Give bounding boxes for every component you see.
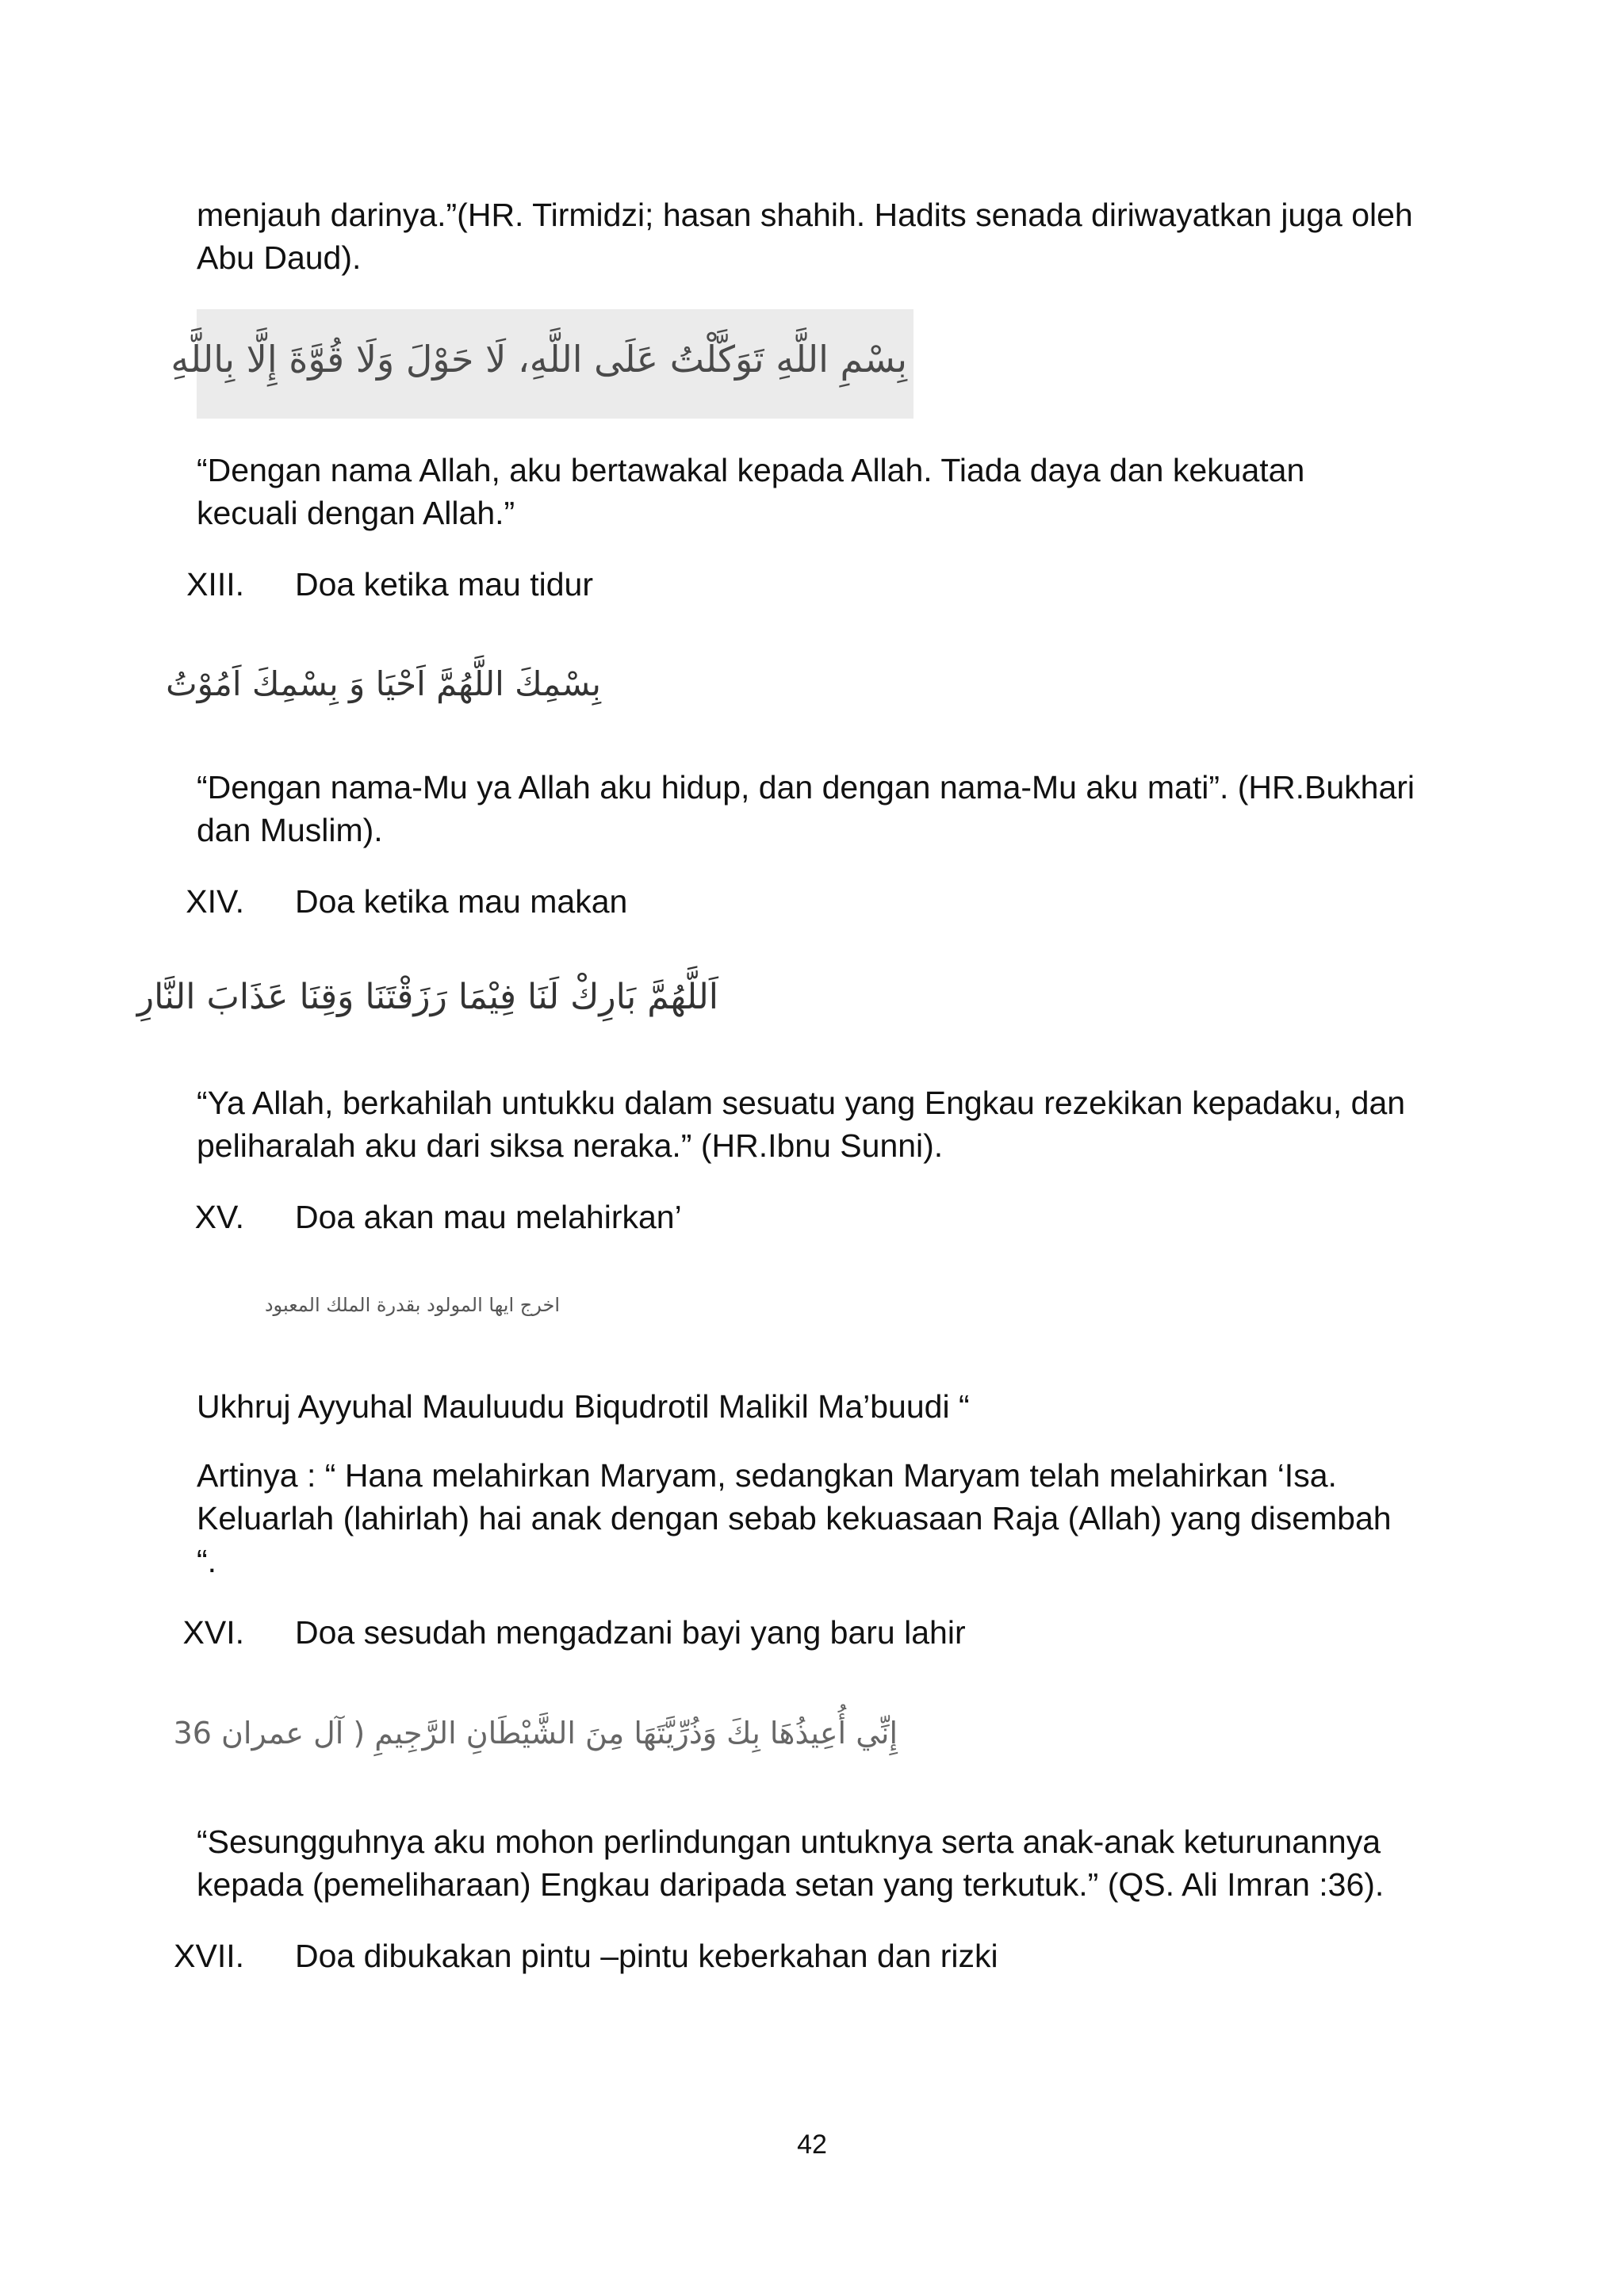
- intro-line-1: menjauh darinya.”(HR. Tirmidzi; hasan shahih. Hadits senada diriwayatkan juga oleh: [197, 197, 1413, 233]
- arabic-prayer-newborn: إِنِّي أُعِيذُهَا بِكَ وَذُرِّيَّتَهَا مِنَ الشَّيْطَانِ الرَّجِيمِ ( آل عمران 36: [173, 1716, 898, 1751]
- intro-line-2: Abu Daud).: [197, 239, 362, 276]
- newborn-translation-line-1: “Sesungguhnya aku mohon perlindungan untuknya serta anak-anak keturunannya: [197, 1823, 1381, 1860]
- sleep-translation-line-1: “Dengan nama-Mu ya Allah aku hidup, dan dengan nama-Mu aku mati”. (HR.Bukhari: [197, 769, 1415, 806]
- birth-transliteration: Ukhruj Ayyuhal Mauluudu Biqudrotil Malikil Ma’buudi “: [197, 1388, 970, 1425]
- page-number: 42: [797, 2130, 827, 2160]
- eat-translation-line-1: “Ya Allah, berkahilah untukku dalam sesuatu yang Engkau rezekikan kepadaku, dan: [197, 1085, 1406, 1121]
- newborn-translation-line-2: kepada (pemeliharaan) Engkau daripada setan yang terkutuk.” (QS. Ali Imran :36).: [197, 1866, 1385, 1903]
- section-number-xvii: XVII.: [174, 1938, 244, 1974]
- translation-line-2: kecuali dengan Allah.”: [197, 495, 515, 531]
- section-number-xv: XV.: [194, 1199, 244, 1235]
- section-title-xvii: Doa dibukakan pintu –pintu keberkahan dan rizki: [295, 1938, 998, 1974]
- section-number-xiv: XIV.: [186, 883, 244, 920]
- translation-line-1: “Dengan nama Allah, aku bertawakal kepada Allah. Tiada daya dan kekuatan: [197, 452, 1305, 488]
- section-title-xv: Doa akan mau melahirkan’: [295, 1199, 682, 1235]
- sleep-translation-line-2: dan Muslim).: [197, 812, 383, 848]
- arabic-prayer-sleep: بِسْمِكَ اللَّهُمَّ اَحْيَا وَ بِسْمِكَ اَمُوْتُ: [166, 664, 601, 703]
- birth-meaning-line-1: Artinya : “ Hana melahirkan Maryam, sedangkan Maryam telah melahirkan ‘Isa.: [197, 1457, 1337, 1494]
- birth-meaning-line-2: Keluarlah (lahirlah) hai anak dengan sebab kekuasaan Raja (Allah) yang disembah: [197, 1500, 1392, 1536]
- section-title-xiii: Doa ketika mau tidur: [295, 566, 594, 603]
- arabic-prayer-birth: اخرج ايها المولود بقدرة الملك المعبود: [264, 1294, 560, 1316]
- arabic-prayer-tawakal: بِسْمِ اللَّهِ تَوَكَّلْتُ عَلَى اللَّهِ، لَا حَوْلَ وَلَا قُوَّةَ إِلَّا بِاللَّهِ: [170, 338, 907, 381]
- section-number-xvi: XVI.: [182, 1614, 244, 1651]
- arabic-prayer-eat: اَللَّهُمَّ بَارِكْ لَنَا فِيْمَا رَزَقْتَنَا وَقِنَا عَذَابَ النَّارِ: [136, 977, 718, 1017]
- birth-meaning-line-3: “.: [197, 1543, 217, 1579]
- section-number-xiii: XIII.: [186, 566, 244, 603]
- section-title-xiv: Doa ketika mau makan: [295, 883, 628, 920]
- section-title-xvi: Doa sesudah mengadzani bayi yang baru lahir: [295, 1614, 966, 1651]
- eat-translation-line-2: peliharalah aku dari siksa neraka.” (HR.Ibnu Sunni).: [197, 1127, 944, 1164]
